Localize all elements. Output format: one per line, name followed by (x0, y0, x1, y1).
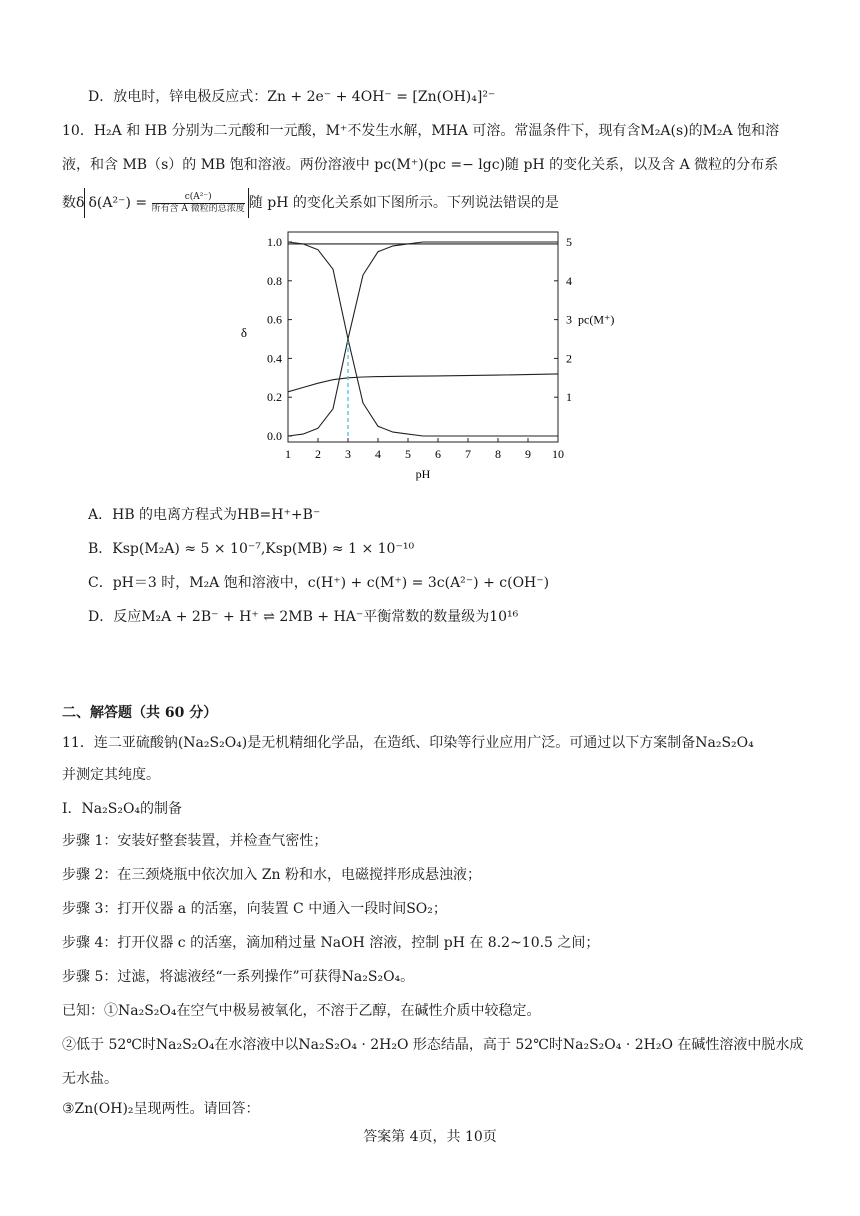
y-right-tick-label: 1 (566, 390, 572, 405)
chart-axes (288, 242, 558, 442)
q11-step2: 步骤 2：在三颈烧瓶中依次加入 Zn 粉和水，电磁搅拌形成悬浊液； (62, 867, 482, 883)
q11-step1: 步骤 1：安装好整套装置，并检查气密性； (62, 833, 328, 849)
x-tick-label: 6 (435, 447, 441, 461)
y-right-tick-label: 5 (566, 235, 572, 249)
delta-definition (84, 188, 248, 218)
delta-expr: δ(A²⁻) = (88, 195, 148, 211)
y-left-axis-label: δ (240, 325, 248, 340)
q10-option-c: C．pH＝3 时，M₂A 饱和溶液中，c(H⁺) + c(M⁺) = 3c(A²⁻) + c(OH⁻) (88, 575, 550, 591)
q11-line2: 并测定其纯度。 (62, 767, 160, 783)
y-left-tick-label: 0.4 (267, 351, 282, 366)
q10-option-d: D．反应M₂A + 2B⁻ + H⁺ ⇌ 2MB + HA⁻平衡常数的数量级为10¹⁶ (88, 609, 519, 625)
x-tick-label: 2 (315, 447, 321, 461)
series-line-2 (288, 242, 558, 436)
delta-fraction (152, 192, 245, 215)
q11-step5: 步骤 5：过滤，将滤液经“一系列操作”可获得Na₂S₂O₄。 (62, 969, 415, 985)
q10-stem-line2: 液，和含 MB（s）的 MB 饱和溶液。两份溶液中 pc(M⁺)(pc =− lgc)随 pH 的变化关系，以及含 A 微粒的分布系 (62, 157, 779, 173)
chart-series (288, 242, 558, 436)
y-right-tick-label: 3 (566, 312, 572, 327)
x-tick-label: 10 (552, 447, 564, 461)
x-tick-label: 4 (375, 447, 381, 461)
q11-part1: Ⅰ．Na₂S₂O₄的制备 (62, 801, 183, 817)
q10-stem-line1: 10．H₂A 和 HB 分别为二元酸和一元酸，M⁺不发生水解，MHA 可溶。常温条件下，现有含M₂A(s)的M₂A 饱和溶 (62, 123, 780, 139)
x-tick-label: 1 (285, 447, 291, 461)
series-line-4 (288, 374, 558, 392)
fraction-numerator: c(A²⁻) (152, 192, 245, 204)
y-left-tick-label: 1.0 (267, 235, 282, 249)
distribution-chart (226, 226, 626, 498)
q9-option-d: D．放电时，锌电极反应式：Zn + 2e⁻ + 4OH⁻ = [Zn(OH)₄]²⁻ (88, 89, 496, 105)
fraction-denominator: 所有含 A 微粒的总浓度 (151, 203, 245, 214)
q11-known1: 已知：①Na₂S₂O₄在空气中极易被氧化，不溶于乙醇，在碱性介质中较稳定。 (62, 1003, 541, 1019)
y-left-tick-label: 0.2 (267, 390, 282, 405)
x-tick-label: 7 (465, 447, 471, 461)
q11-known3: ③Zn(OH)₂呈现两性。请回答： (62, 1101, 260, 1117)
series-line-1 (288, 242, 558, 436)
q11-line1: 11．连二亚硫酸钠(Na₂S₂O₄)是无机精细化学品，在造纸、印染等行业应用广泛。可通过以下方案制备Na₂S₂O₄ (62, 735, 754, 751)
y-right-tick-label: 4 (566, 273, 572, 288)
x-tick-label: 3 (345, 447, 351, 461)
q10-option-a: A．HB 的电离方程式为HB=H⁺+B⁻ (88, 507, 321, 523)
section-title: 二、解答题（共 60 分） (62, 705, 218, 721)
q10-stem-line3-suffix: 随 pH 的变化关系如下图所示。下列说法错误的是 (248, 195, 559, 211)
x-tick-label: 8 (495, 447, 501, 461)
y-left-tick-label: 0.8 (267, 273, 282, 288)
q11-known2b: 无水盐。 (62, 1071, 118, 1087)
x-tick-label: 5 (405, 447, 411, 461)
y-right-axis-label: pc(M⁺) (578, 312, 615, 327)
y-left-tick-label: 0.6 (267, 312, 282, 327)
q11-known2a: ②低于 52℃时Na₂S₂O₄在水溶液中以Na₂S₂O₄ · 2H₂O 形态结晶，高于 52℃时Na₂S₂O₄ · 2H₂O 在碱性溶液中脱水成 (62, 1037, 804, 1053)
page-footer: 答案第 4页，共 10页 (363, 1129, 497, 1145)
q10-stem-line3-prefix: 数δ (62, 195, 85, 211)
q11-step3: 步骤 3：打开仪器 a 的活塞，向装置 C 中通入一段时间SO₂； (62, 901, 447, 917)
q10-stem-line3 (62, 188, 559, 218)
q10-option-b: B．Ksp(M₂A) ≈ 5 × 10⁻⁷,Ksp(MB) ≈ 1 × 10⁻¹⁰ (88, 541, 415, 557)
y-right-tick-label: 2 (566, 351, 572, 366)
q11-step4: 步骤 4：打开仪器 c 的活塞，滴加稍过量 NaOH 溶液，控制 pH 在 8.2~10.5 之间； (62, 935, 600, 951)
x-tick-label: 9 (525, 447, 531, 461)
y-left-tick-label: 0.0 (267, 429, 282, 443)
x-axis-label: pH (415, 467, 431, 481)
